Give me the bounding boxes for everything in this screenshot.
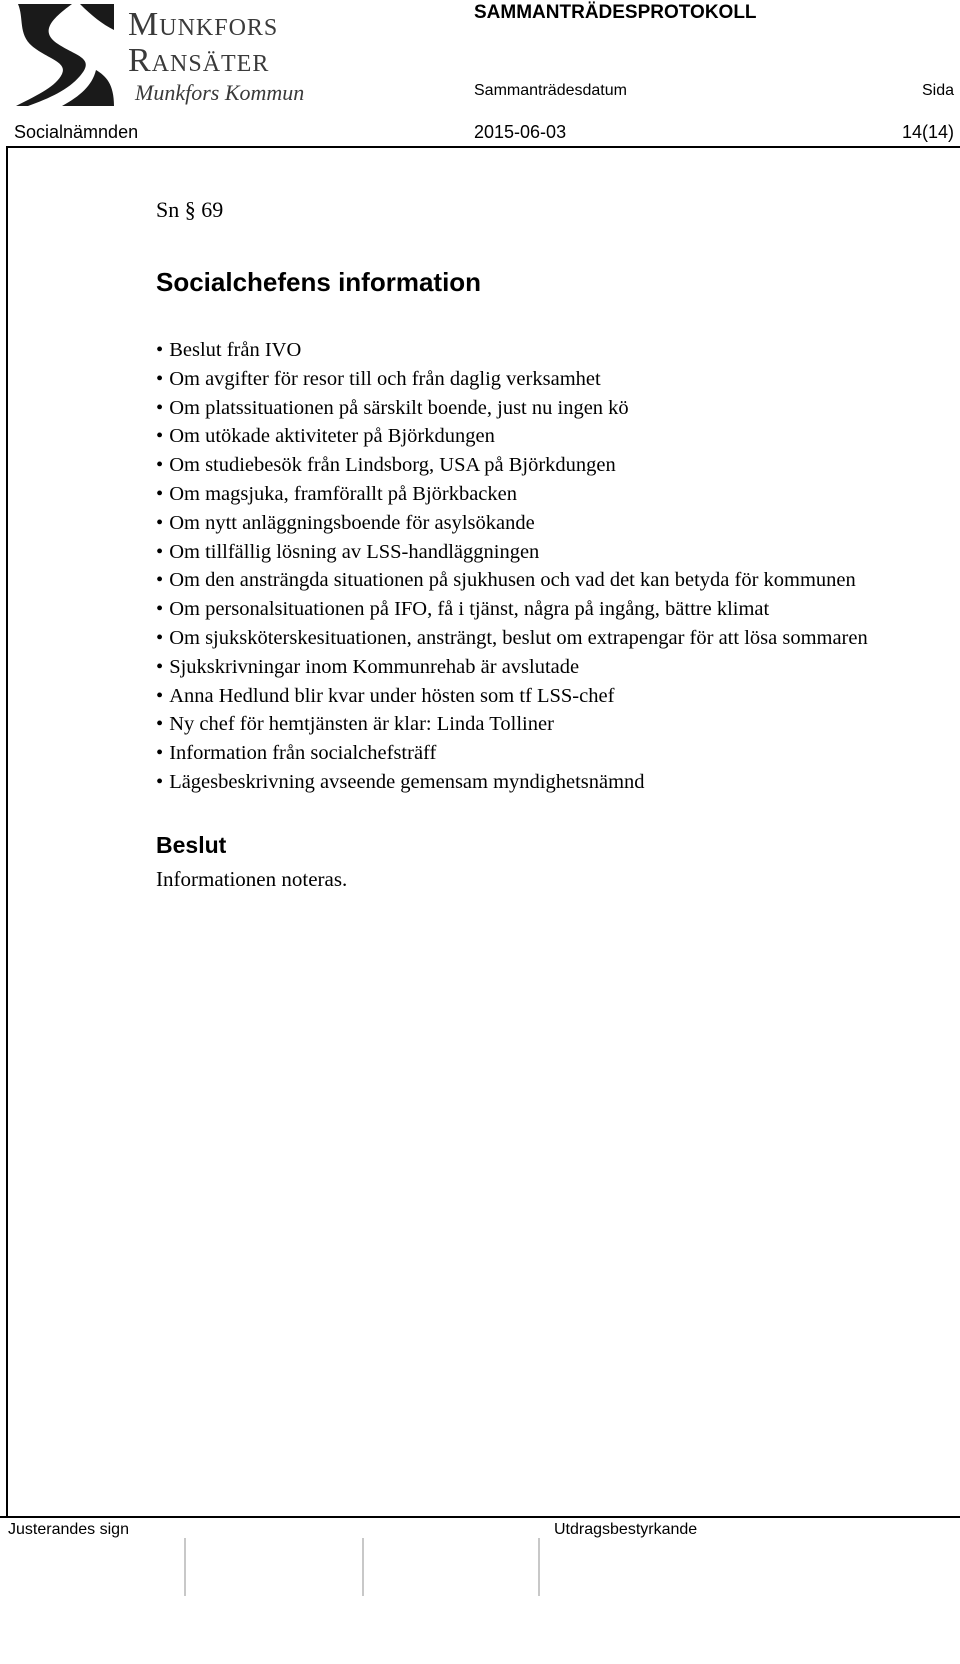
bullet-icon: •: [156, 482, 164, 505]
bullet-icon: •: [156, 540, 164, 563]
list-item-text: Lägesbeskrivning avseende gemensam myndighetsnämnd: [169, 770, 645, 793]
bullet-icon: •: [156, 655, 164, 678]
list-item-text: Om avgifter för resor till och från daglig verksamhet: [169, 367, 601, 390]
signature-field-divider: [362, 1538, 364, 1596]
header-divider: [8, 146, 960, 148]
logo-text-munkfors: Munkfors: [128, 6, 279, 43]
bullet-icon: •: [156, 742, 164, 765]
list-item: [156, 682, 936, 711]
bullet-icon: •: [156, 598, 164, 621]
list-item-text: Om studiebesök från Lindsborg, USA på Björkdungen: [169, 454, 616, 477]
list-item-text: Sjukskrivningar inom Kommunrehab är avslutade: [169, 655, 580, 678]
municipality-logo: [10, 0, 310, 112]
list-item-text: Om tillfällig lösning av LSS-handläggningen: [169, 540, 540, 563]
list-item: [156, 365, 936, 394]
list-item-text: Beslut från IVO: [169, 339, 302, 361]
information-list: [156, 336, 936, 797]
bullet-icon: •: [156, 684, 164, 707]
list-item: [156, 422, 936, 451]
list-item-text: Om personalsituationen på IFO, få i tjänst, några på ingång, bättre klimat: [169, 598, 770, 621]
left-margin-rule: [6, 146, 8, 1516]
bullet-icon: •: [156, 425, 164, 448]
bullet-icon: •: [156, 626, 164, 649]
list-item: [156, 566, 936, 595]
bullet-icon: •: [156, 396, 164, 419]
bullet-icon: •: [156, 511, 164, 534]
list-item: [156, 624, 936, 653]
decision-text: Informationen noteras.: [156, 866, 348, 891]
list-item-text: Om den ansträngda situationen på sjukhusen och vad det kan betyda för kommunen: [169, 569, 856, 592]
list-item: [156, 595, 936, 624]
bullet-icon: •: [156, 454, 164, 477]
decision-heading: Beslut: [156, 831, 227, 858]
list-item: [156, 538, 936, 567]
list-item: [156, 336, 936, 365]
section-title: Socialchefens information: [156, 267, 482, 297]
list-item: [156, 394, 936, 423]
bullet-icon: •: [156, 569, 164, 592]
footer-divider: [0, 1516, 960, 1518]
list-item: [156, 768, 936, 797]
page-number: 14(14): [901, 122, 954, 142]
list-item-text: Ny chef för hemtjänsten är klar: Linda Tolliner: [169, 713, 554, 736]
logo-text-ransater: Ransäter: [128, 42, 270, 79]
organization-name: Socialnämnden: [14, 122, 139, 142]
document-type: SAMMANTRÄDESPROTOKOLL: [474, 2, 757, 23]
bullet-icon: •: [156, 367, 164, 390]
page-label: Sida: [921, 82, 954, 99]
signature-field-divider: [538, 1538, 540, 1596]
list-item: [156, 710, 936, 739]
meeting-date: 2015-06-03: [474, 122, 567, 142]
list-item-text: Information från socialchefsträff: [169, 742, 437, 765]
bullet-icon: •: [156, 713, 164, 736]
list-item-text: Om sjuksköterskesituationen, ansträngt, beslut om extrapengar för att lösa sommaren: [169, 626, 868, 649]
list-item: [156, 653, 936, 682]
logo-subtitle: Munkfors Kommun: [135, 80, 305, 105]
list-item: [156, 739, 936, 768]
list-item-text: Om magsjuka, framförallt på Björkbacken: [169, 482, 518, 505]
meeting-date-label: Sammanträdesdatum: [474, 82, 627, 99]
list-item-text: Om nytt anläggningsboende för asylsökande: [169, 511, 535, 534]
list-item: [156, 509, 936, 538]
list-item-text: Anna Hedlund blir kvar under hösten som tf LSS-chef: [169, 684, 615, 707]
signature-field-divider: [184, 1538, 186, 1596]
list-item: [156, 451, 936, 480]
logo-emblem-icon: [10, 0, 120, 108]
signature-label: Justerandes sign: [8, 1521, 129, 1538]
bullet-icon: •: [156, 770, 164, 793]
list-item-text: Om utökade aktiviteter på Björkdungen: [169, 425, 495, 448]
extract-certification-label: Utdragsbestyrkande: [554, 1521, 698, 1538]
minutes-section: [156, 196, 936, 893]
paragraph-number: Sn § 69: [156, 197, 224, 222]
bullet-icon: •: [156, 339, 164, 361]
list-item: [156, 480, 936, 509]
list-item-text: Om platssituationen på särskilt boende, just nu ingen kö: [169, 396, 629, 419]
